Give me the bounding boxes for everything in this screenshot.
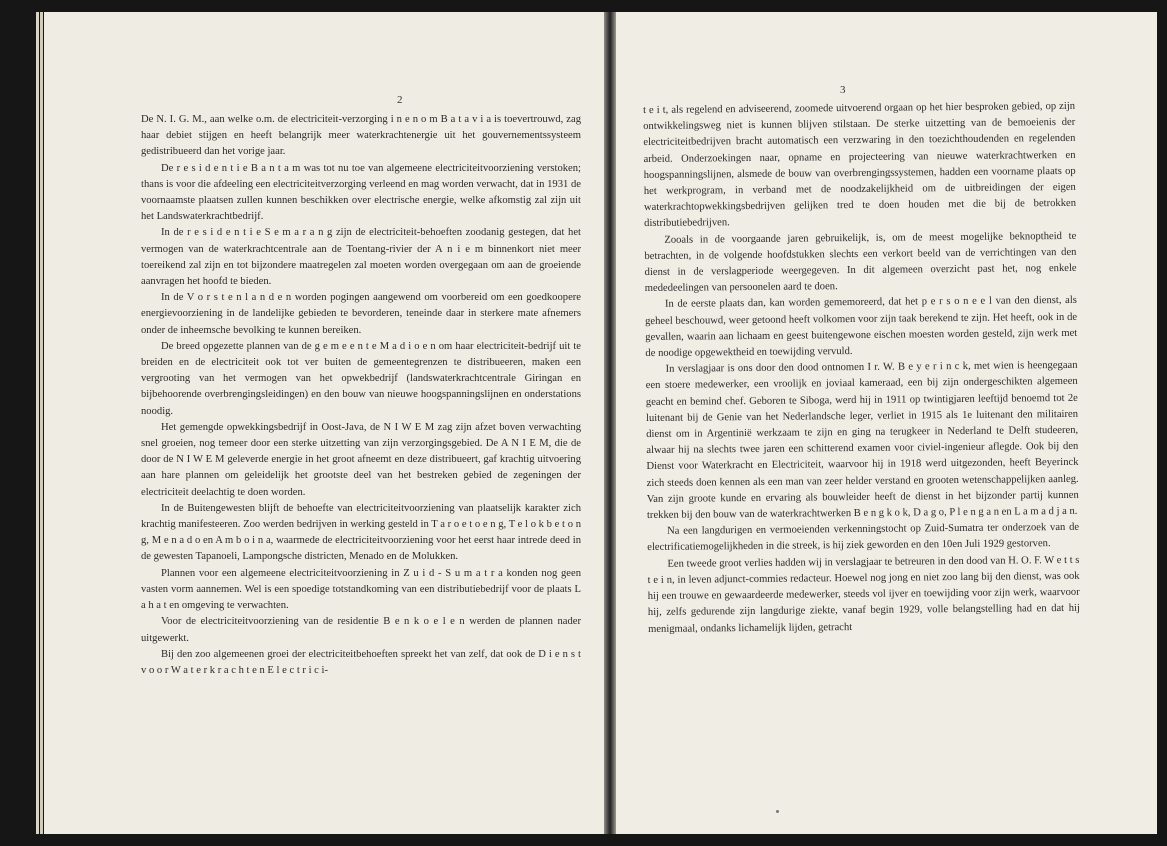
page-number: 3: [840, 84, 846, 96]
paragraph: In de r e s i d e n t i e S e m a r a n g zijn de electriciteit-behoeften zoodanig gestegen, dat het vermogen van de waterkrachtcentrale aan de Toentang-rivier der A n i e m binnenkort niet meer toereikend zal zijn en tot bijzondere maatregelen zal moeten worden overgegaan om aan de groeiende aanvragen het hoofd te bieden.: [141, 227, 581, 288]
paragraph: In de V o r s t e n l a n d e n worden pogingen aangewend om voorbereid om een goedkoopere energievoorziening in de landelijke gebieden te bevorderen, teneinde daar in sterkere mate afnemers onder de inheemsche bevolking te kunnen bereiken.: [141, 292, 581, 336]
left-text-column: [141, 112, 581, 679]
paragraph: Zooals in de voorgaande jaren gebruikelijk, is, om de meest mogelijke beknoptheid te betrachten, in de volgende hoofdstukken slechts een verkort beeld van de verrichtingen van den dienst in de verslagperiode weergegeven. In dit algemeen overzicht past het, nog enkele mededeelingen van persoonelen aard te doen.: [644, 230, 1077, 295]
paragraph: Bij den zoo algemeenen groei der electriciteitbehoeften spreekt het van zelf, dat ook de D i e n s t v o o r W a t e r k r a c h t e n E l e c t r i c i-: [141, 648, 581, 676]
page-number: 2: [397, 94, 403, 106]
paragraph: De N. I. G. M., aan welke o.m. de electriciteit-verzorging i n e n o m B a t a v i a is toevertrouwd, zag haar debiet stijgen en heeft belangrijk meer waterkrachtenergie uit het gouvernementssysteem gedistribueerd dan het vorige jaar.: [141, 114, 581, 158]
book-gutter: [604, 12, 616, 834]
paragraph: De breed opgezette plannen van de g e m e e n t e M a d i o e n om haar electriciteit-bedrijf uit te breiden en de electriciteit ook tot ver buiten de gemeentegrenzen te distribueeren, maken een vergrooting van het vermogen van het opwekbedrijf (landswaterkrachtcentrale Giringan en bijbehoorende overbrengingsleidingen) en den bouw van nieuwe hoogspanningslijnen en onderstations noodig.: [141, 340, 581, 417]
ink-speck: [776, 810, 779, 813]
paragraph: t e i t, als regelend en adviseerend, zoomede uitvoerend orgaan op het hier besproken gebied, op zijn ontwikkelingsweg niet is kunnen blijven stilstaan. De sterke uitzetting van de bemoeienis der electriciteitbedrijven bracht automatisch een verzwaring in den toezichthoudenden en regelenden arbeid. Onderzoekingen naar, opname en projecteering van nieuwe waterkrachtwerken en hoogspanningslijnen, alsmede de bouw van overbrengingssystemen, hadden een voorname plaats op het werkprogram, in verband met de noodzakelijkheid om de uitbreidingen der eigen waterkrachtopwekkingsbedrijven gelijken tred te doen houden met die bij de betrokken distributiebedrijven.: [643, 100, 1077, 230]
paragraph: Het gemengde opwekkingsbedrijf in Oost-Java, de N I W E M zag zijn afzet boven verwachting snel groeien, nog temeer door een sterke uitzetting van zijn verzorgingsgebied. De A N I E M, die de door de N I W E M geleverde energie in het groot afneemt en deze distribueert, gaf krachtig uitvoering aan hare plannen om geleidelijk het grootste deel van het bestreken gebied de zegeningen der electriciteit deelachtig te doen worden.: [141, 421, 581, 498]
paragraph: Voor de electriciteitvoorziening van de residentie B e n k o e l e n werden de plannen nader uitgewerkt.: [141, 616, 581, 644]
paragraph: In de eerste plaats dan, kan worden gememoreerd, dat het p e r s o n e e l van den dienst, als geheel beschouwd, weer getoond heeft volkomen voor zijn taak berekend te zijn. Het heeft, ook in de gevallen, waarin aan lichaam en geest buitengewone eischen moesten worden gesteld, zijn werk met de noodige opgewektheid en toewijding vervuld.: [645, 295, 1078, 360]
page-edge: [40, 12, 43, 834]
paragraph: De r e s i d e n t i e B a n t a m was tot nu toe van algemeene electriciteitvoorziening verstoken; thans is voor die afdeeling een electriciteitverzorging verleend en mag worden verwacht, dat in 1931 de voornaamste plaatsen zullen kunnen beschikken over electrische energie, welke afkomstig zal zijn uit het Landswaterkrachtbedrijf.: [141, 162, 581, 223]
right-page: [616, 12, 1157, 834]
paragraph: Plannen voor een algemeene electriciteitvoorziening in Z u i d - S u m a t r a konden nog geen vasten vorm aannemen. Wel is een spoedige totstandkoming van een distributiebedrijf voor de plaats L a h a t en omgeving te verwachten.: [141, 567, 581, 612]
paragraph: In verslagjaar is ons door den dood ontnomen I r. W. B e y e r i n c k, met wien is heengegaan een stoere medewerker, een vroolijk en joviaal kameraad, een bij zijn ondergeschikten algemeen geacht en bemind chef. Geboren te Siboga, werd hij in 1911 op twintigjaren leeftijd benoemd tot 2e luitenant bij de Genie van het Nederlandsche leger, verliet in 1915 als 1e luitenant den militairen dienst om in Argentinië werkzaam te zijn en ging na terugkeer in Nederland te Delft studeeren, alwaar hij na slechts twee jaren een schitterend examen voor civiel-ingenieur aflegde. Ook bij den Dienst voor Waterkracht en Electriciteit, waarvoor hij in 1918 werd uitgezonden, heeft Beyerinck zich steeds doen kennen als een man van zeer helder verstand en grooten wetenschappelijken aanleg. Van zijn groote kunde en ervaring als bouwleider heeft de dienst in het bijzonder partij kunnen trekken bij den bouw van de waterkrachtwerken B e n g k o k, D a g o, P l e n g a n en L a m a d j a n.: [645, 360, 1079, 522]
paragraph: Na een langdurigen en vermoeienden verkenningstocht op Zuid-Sumatra ter onderzoek van de electrificatiemogelijkheden in die streek, is hij ziek geworden en den 10en Juli 1929 gestorven.: [647, 522, 1080, 554]
paragraph: Een tweede groot verlies hadden wij in verslagjaar te betreuren in den dood van H. O. F. W e t t s t e i n, in leven adjunct-commies redacteur. Hoewel nog jong en niet zoo lang bij den dienst, was ook hij een trouwe en gewaardeerde medewerker, steeds vol ijver en toewijding voor zijn werk, waarvoor hij, zelfs gedurende zijn langdurige ziekte, vanaf begin 1929, volle belangstelling had en dat hij menigmaal, ondanks lichamelijk lijden, getracht: [647, 554, 1080, 635]
page-edge: [36, 12, 39, 834]
right-text-column: [643, 99, 1080, 638]
left-page: [44, 12, 604, 834]
paragraph: In de Buitengewesten blijft de behoefte van electriciteitvoorziening van plaatselijk karakter zich krachtig manifesteeren. Zoo werden bedrijven in werking gesteld in T a r o e t o e n g, T e l o k b e t o n g, M e n a d o en A m b o i n a, waarmede de electriciteitvoorziening voor het eerst haar intrede deed in de gewesten Tapanoeli, Lampongsche districten, Menado en de Molukken.: [141, 502, 581, 563]
